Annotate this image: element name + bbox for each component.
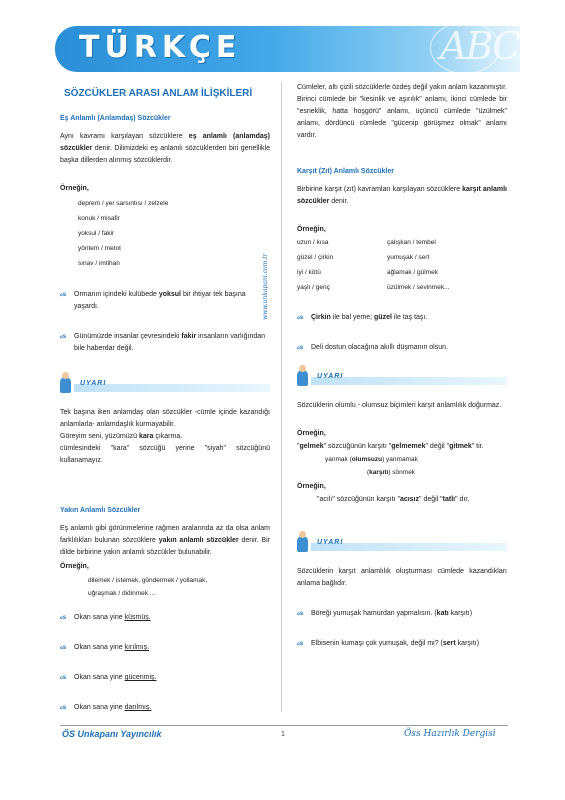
warning-text: Sözcüklerin karşıt anlamlılık oluşturması cümlede kazandıkları anlama bağlıdır. (297, 568, 507, 587)
list-item: yöntem / metot (78, 245, 121, 252)
explanation-paragraph: Cümleler, altı çizili sözcüklerle özdeş değil yakın anlam kazanmıştır. Birinci cümlede bir "kesinlik ve aşırılık" anlamı, ikinci cümlede bir "esneklik, hatta hoşgörü" anlamı, üçüncü cümlede "üzülmek" anlamı, dördüncü cümlede "gücenip görüşmez olmak" anlamı vardır. (297, 84, 507, 139)
pair-cell: yumuşak / sert (387, 254, 430, 261)
warning-banner (297, 536, 507, 556)
warning-example: (karşıtı) sönmek (367, 469, 416, 476)
antonym-pairs (297, 237, 507, 294)
student-icon (297, 536, 308, 552)
pair-cell: yaşlı / genç (297, 284, 330, 291)
example-label: Örneğin, (297, 430, 326, 437)
main-heading: SÖZCÜKLER ARASI ANLAM İLİŞKİLERİ (64, 88, 253, 99)
page-title: TÜRKÇE (79, 30, 242, 65)
bullet-icon: ℴs (60, 334, 67, 340)
column-divider (281, 82, 282, 712)
warning-label: UYARI (317, 539, 344, 546)
student-icon (60, 377, 71, 393)
example-label: Örneğin, (297, 483, 326, 490)
pair-cell: çalışkan / tembel (387, 239, 436, 246)
pair-cell: üzülmek / sevinmek... (387, 284, 450, 291)
example-sentence: ℴs Günümüzde insanlar çevresindeki fakir insanların varlığından bile haberdar değil. (60, 331, 270, 355)
example-sentence: ℴs Deli dostun olacağına akıllı düşmanın olsun. (297, 342, 507, 354)
bullet-icon: ℴs (297, 315, 304, 321)
example-sentence: ℴs Ormanın içindeki kulübede yoksul bir ihtiyar tek başına yaşardı. (60, 289, 270, 313)
bullet-icon: ℴs (297, 641, 304, 647)
list-item: deprem / yer sarsıntısı / zelzele (78, 200, 169, 207)
student-icon (297, 370, 308, 386)
example-sentence: ℴs Elbisenin kumaşı çok yumuşak, değil mi? (sert karşıtı) (297, 638, 507, 650)
warning-example: "acılı" sözcüğünün karşıtı "acısız" değil "tatlı" dır. (317, 496, 470, 503)
warning-banner (297, 370, 507, 390)
warning-text: Sözcüklerin olumlu - olumsuz biçimleri karşıt anlamlılık doğurmaz. (297, 402, 502, 409)
bullet-icon: ℴs (60, 645, 67, 651)
pair-cell: iyi / kötü (297, 269, 321, 276)
list-item: sınav / imtihan (78, 260, 120, 267)
pair-cell: ağlamak / gülmek (387, 269, 438, 276)
warning-example: "gelmek" sözcüğünün karşıtı "gelmemek" değil "gitmek" tir. (297, 443, 484, 450)
example-label: Örneğin, (60, 563, 89, 570)
footer-divider (60, 725, 508, 726)
abc-logo: ABC (440, 24, 520, 68)
section-heading-karsit: Karşıt (Zıt) Anlamlı Sözcükler (297, 168, 394, 175)
example-label: Örneğin, (60, 185, 89, 192)
warning-text: cümlesindeki "kara" sözcüğü yerine "siyah" sözcüğünü kullanamayız. (60, 445, 270, 464)
yakin-example: uğraşmak / didinmek ... (88, 590, 156, 597)
warning-label: UYARI (317, 373, 344, 380)
es-example-list (60, 196, 270, 271)
section-heading-yakin: Yakın Anlamlı Sözcükler (60, 507, 141, 514)
example-sentence: ℴs Okan sana yine gücenmiş. (60, 672, 270, 684)
bullet-icon: ℴs (60, 675, 67, 681)
bullet-icon: ℴs (297, 345, 304, 351)
es-paragraph: Aynı kavramı karşılayan sözcüklere eş anlamlı (anlamdaş) sözcükler denir. Dilimizdeki eş anlamlı sözcüklerden biri genellikle başka dillerden alınmış sözcüklerdir. (60, 133, 270, 164)
pair-cell: uzun / kısa (297, 239, 329, 246)
example-sentence: ℴs Okan sana yine kırılmış. (60, 642, 270, 654)
karsit-paragraph: Birbirine karşıt (zıt) kavramları karşılayan sözcüklere karşıt anlamlı sözcükler denir. (297, 186, 508, 205)
yakin-paragraph: Eş anlamlı gibi görünmelerine rağmen aralarında az da olsa anlam farklılıkları bulunan sözcüklere yakın anlamlı sözcükler denir. Bir dilde birbirine yakın anlamlı sözcükler bulunabilir. (60, 525, 270, 556)
example-sentence: ℴs Böreği yumuşak hamurdan yapmalısın. (katı karşıtı) (297, 608, 507, 620)
side-url: www.unkapani.com.tr (262, 253, 269, 320)
example-sentence: ℴs Okan sana yine darılmış. (60, 702, 270, 714)
warning-text: Tek başına iken anlamdaş olan sözcükler -cümle içinde kazandığı anlamlarla- anlamdaşlık kurmayabilir. (60, 409, 270, 428)
list-item: yoksul / fakir (78, 230, 115, 237)
bullet-icon: ℴs (297, 611, 304, 617)
warning-label: UYARI (80, 380, 107, 387)
magazine-name: Öss Hazırlık Dergisi (404, 729, 496, 739)
list-item: konuk / misafir (78, 215, 120, 222)
example-sentence: ℴs Okan sana yine küsmüş. (60, 612, 270, 624)
warning-example: yanmak (olumsuzu) yanmamak (325, 456, 418, 463)
yakin-example: dilemek / istemek, göndermek / yollamak, (88, 577, 208, 584)
pair-cell: güzel / çirkin (297, 254, 334, 261)
section-heading-es: Eş Anlamlı (Anlamdaş) Sözcükler (60, 115, 171, 122)
warning-example: Göreyim seni, yüzümüzü kara çıkarma. (60, 433, 183, 440)
bullet-icon: ℴs (60, 705, 67, 711)
bullet-icon: ℴs (60, 615, 67, 621)
warning-banner (60, 377, 270, 397)
page-number: 1 (281, 731, 285, 738)
example-sentence: ℴs Çirkin ile bal yeme; güzel ile taş taşı. (297, 312, 507, 324)
left-column (60, 82, 270, 714)
publisher-logo: ÖS Unkapanı Yayıncılık (62, 729, 162, 739)
right-column (297, 82, 507, 650)
bullet-icon: ℴs (60, 292, 67, 298)
example-label: Örneğin, (297, 226, 326, 233)
